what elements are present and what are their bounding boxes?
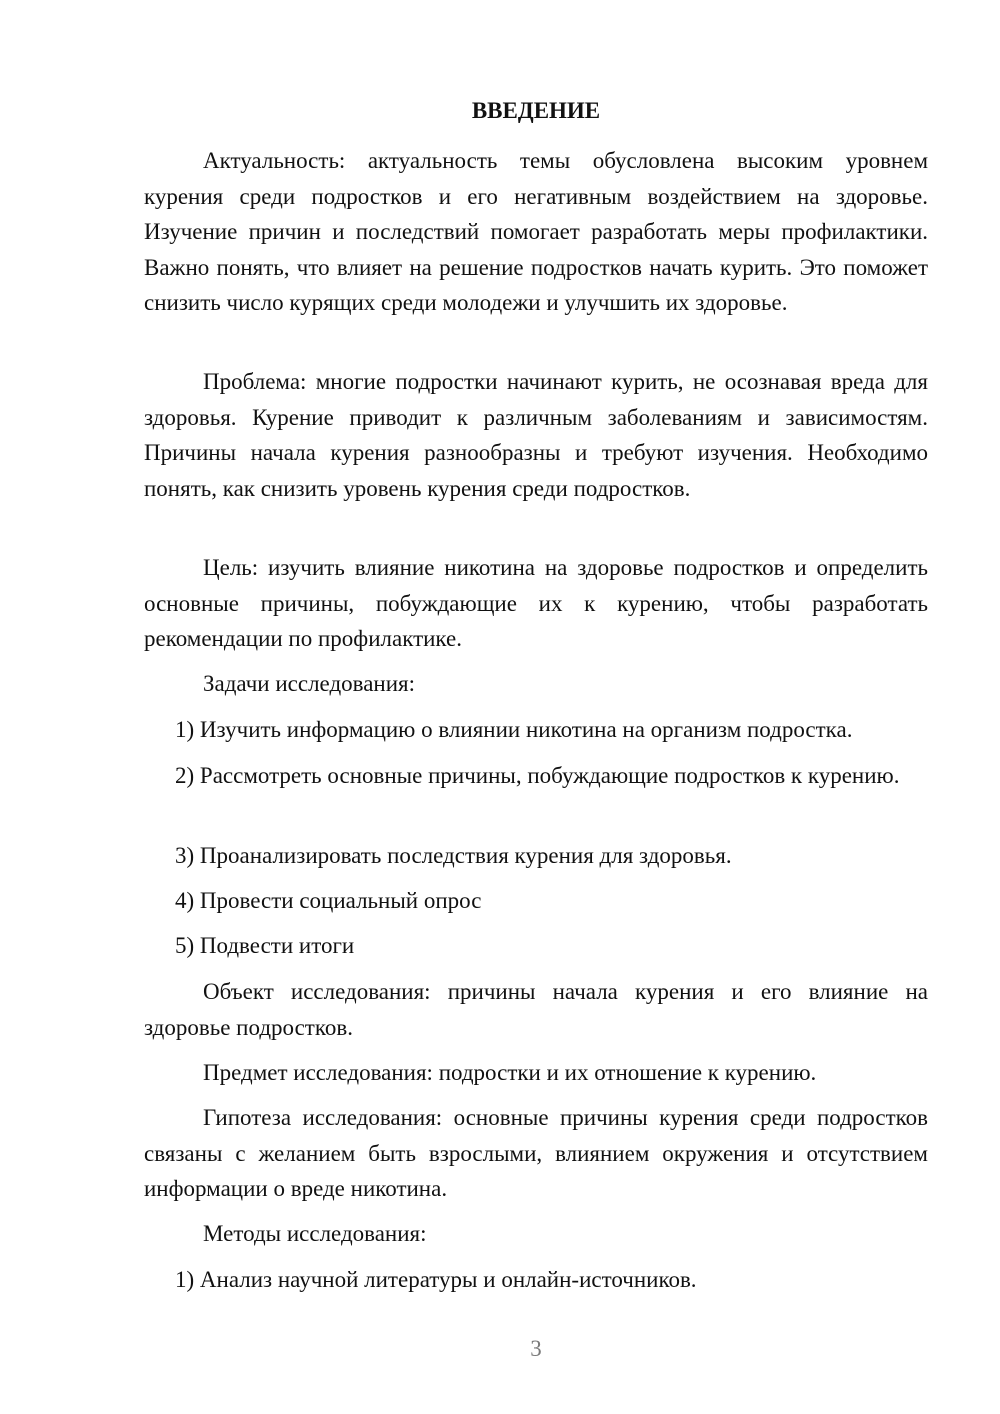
hypothesis-paragraph: Гипотеза исследования: основные причины курения среди подростков связаны с желанием быть взрослыми, влиянием окружения и отсутствием информации о вреде никотина. [144,1105,928,1201]
task-item-5: 5) Подвести итоги [175,933,355,958]
tasks-heading: Задачи исследования: [203,671,416,696]
task-item-1: 1) Изучить информацию о влиянии никотина на организм подростка. [175,717,853,742]
object-paragraph: Объект исследования: причины начала курения и его влияние на здоровье подростков. [144,979,928,1040]
page-number: 3 [530,1336,542,1361]
goal-paragraph: Цель: изучить влияние никотина на здоровье подростков и определить основные причины, побуждающие их к курению, чтобы разработать рекомендации по профилактике. [144,555,928,651]
methods-heading: Методы исследования: [203,1221,427,1246]
method-item-1: 1) Анализ научной литературы и онлайн-источников. [175,1267,697,1292]
task-item-2: 2) Рассмотреть основные причины, побуждающие подростков к курению. [175,763,900,788]
subject-paragraph: Предмет исследования: подростки и их отношение к курению. [203,1060,817,1085]
relevance-paragraph: Актуальность: актуальность темы обусловлена высоким уровнем курения среди подростков и его негативным воздействием на здоровье. Изучение причин и последствий помогает разработать меры профилактики. Важно понять, что влияет на решение подростков начать курить. Это поможет снизить число курящих среди молодежи и улучшить их здоровье. [144,148,928,315]
task-item-3: 3) Проанализировать последствия курения для здоровья. [175,843,732,868]
problem-paragraph: Проблема: многие подростки начинают курить, не осознавая вреда для здоровья. Курение приводит к различным заболеваниям и зависимостям. Причины начала курения разнообразны и требуют изучения. Необходимо понять, как снизить уровень курения среди подростков. [144,369,928,501]
page-title: ВВЕДЕНИЕ [471,98,601,123]
task-item-4: 4) Провести социальный опрос [175,888,482,913]
